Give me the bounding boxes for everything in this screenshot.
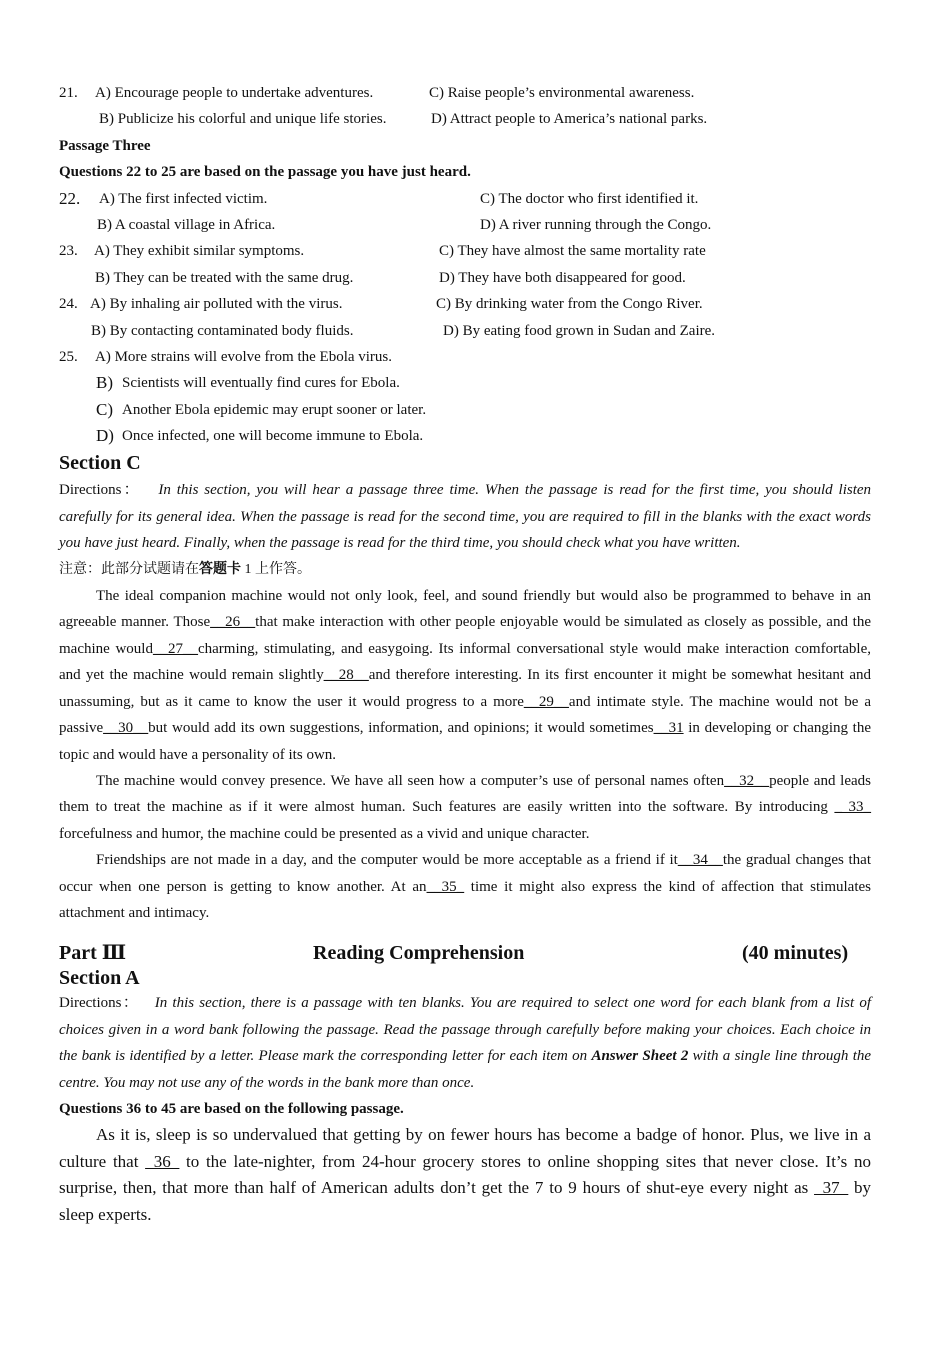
part-three-header xyxy=(59,940,871,966)
text: and intimate style. The machine would not be a passive xyxy=(59,693,871,737)
question-25-row-2 xyxy=(59,370,871,396)
blank-36: _36_ xyxy=(145,1151,180,1171)
text: to the late-nighter, from 24-hour grocery stores to online shopping sites that never close. It’s no surprise, then, that more than half of American adults don’t get the 7 to 9 hours of shut-eye every night as xyxy=(59,1151,872,1198)
question-24-row-1 xyxy=(59,291,871,317)
directions-text: In this section, you will hear a passage three time. When the passage is read for the first time, you should listen carefully for its general idea. When the passage is read for the second time, you are required to fill in the blanks with the exact words you have just heard. Finally, when the passage is read for the third time, you should check what you have written. xyxy=(59,482,872,552)
question-number: 23. xyxy=(59,243,78,260)
passage-three-intro: Questions 22 to 25 are based on the passage you have just heard. xyxy=(59,164,471,181)
text: The ideal companion machine would not only look, feel, and sound friendly but would also be programmed to behave in an agreeable manner. Those xyxy=(59,588,871,631)
section-c-paragraph-2 xyxy=(59,768,871,847)
exam-page xyxy=(59,80,871,1228)
section-c-title: Section C xyxy=(59,452,141,475)
question-25-row-3 xyxy=(59,397,871,423)
text: the gradual changes that occur when one person is getting to know another. At an xyxy=(59,852,872,895)
section-a-title: Section A xyxy=(59,967,140,990)
option-d: D) By eating food grown in Sudan and Zaire. xyxy=(443,322,716,339)
question-25-row-4 xyxy=(59,423,871,449)
blank-37: _37_ xyxy=(814,1178,849,1198)
blank-34: __34__ xyxy=(677,852,723,869)
text: The machine would convey presence. We have all seen how a computer’s use of personal names often xyxy=(96,772,725,789)
section-c-paragraph-3 xyxy=(59,847,871,926)
directions-label: Directions： xyxy=(59,995,140,1012)
question-number: 24. xyxy=(59,296,78,313)
option-d: D) A river running through the Congo. xyxy=(480,216,712,233)
blank-26: __26__ xyxy=(210,614,256,631)
section-a-paragraph-1 xyxy=(59,1122,871,1228)
question-22-row-1 xyxy=(59,186,871,212)
answer-sheet-label: Answer Sheet 2 xyxy=(591,1048,689,1065)
question-number: 21. xyxy=(59,85,78,101)
text: that make interaction with other people enjoyable would be simulated as closely as possible, and the machine would xyxy=(59,614,871,657)
option-b: B) By contacting contaminated body fluids. xyxy=(91,322,354,339)
option-c: Another Ebola epidemic may erupt sooner or later. xyxy=(122,401,427,418)
blank-30: __30__ xyxy=(103,720,149,737)
option-letter: B) xyxy=(96,373,113,393)
blank-31: __31 xyxy=(653,720,684,737)
blank-27: __27__ xyxy=(152,640,198,657)
option-a: A) Encourage people to undertake adventures. xyxy=(95,85,374,101)
note-text: 1 上作答。 xyxy=(241,561,311,577)
text: Friendships are not made in a day, and the computer would be more acceptable as a friend if it xyxy=(96,852,678,869)
option-c: C) The doctor who first identified it. xyxy=(480,190,699,207)
text: in developing or changing the topic and would have a personality of its own. xyxy=(59,720,872,763)
text: time it might also express the kind of affection that stimulates attachment and intimacy. xyxy=(59,878,871,921)
option-b: Scientists will eventually find cures for Ebola. xyxy=(122,375,400,392)
question-23-row-2 xyxy=(59,265,871,291)
blank-32: __32__ xyxy=(724,772,770,789)
note-bold: 答题卡 xyxy=(199,561,241,577)
blank-28: __28__ xyxy=(323,667,369,684)
text: forcefulness and humor, the machine could be presented as a vivid and unique character. xyxy=(59,825,590,842)
option-c: C) They have almost the same mortality rate xyxy=(439,243,706,260)
section-a-directions xyxy=(59,990,871,1096)
section-c-paragraph-1 xyxy=(59,583,871,768)
option-b: B) A coastal village in Africa. xyxy=(97,216,276,233)
question-number: 22. xyxy=(59,188,81,208)
part-title: Reading Comprehension xyxy=(313,942,525,965)
directions-label: Directions： xyxy=(59,482,141,499)
question-number: 25. xyxy=(59,348,78,365)
question-21-row-2 xyxy=(59,106,871,132)
blank-35: __35_ xyxy=(426,878,465,895)
option-letter: C) xyxy=(96,399,113,419)
option-a: A) More strains will evolve from the Ebola virus. xyxy=(95,348,393,365)
option-a: A) They exhibit similar symptoms. xyxy=(94,243,305,260)
note-text: 注意：此部分试题请在 xyxy=(59,561,199,577)
option-b: B) Publicize his colorful and unique life stories. xyxy=(99,111,387,128)
option-c: C) Raise people’s environmental awareness. xyxy=(429,85,695,101)
question-24-row-2 xyxy=(59,318,871,344)
question-23-row-1 xyxy=(59,238,871,264)
section-c-note xyxy=(59,557,871,583)
question-25-row-1 xyxy=(59,344,871,370)
text: and therefore interesting. In its first encounter it might be somewhat hesitant and unassuming, but as it came to know the user it would progress to a more xyxy=(59,667,871,710)
option-letter: D) xyxy=(96,426,114,446)
question-21-row-1 xyxy=(59,80,871,106)
part-time: (40 minutes) xyxy=(742,942,849,965)
option-d: D) They have both disappeared for good. xyxy=(439,269,686,286)
text: people and leads them to treat the machine as if it were almost human. Such features are easily written into the software. By introducing xyxy=(59,772,871,816)
directions-text: In this section, there is a passage with ten blanks. You are required to select one word for each blank from a list of choices given in a word bank following the passage. Read the passage through carefully before making your choices. Each choice in the bank is identified by a letter. Please mark the corresponding letter for each item on xyxy=(59,995,872,1065)
text: but would add its own suggestions, information, and opinions; it would sometimes xyxy=(148,720,654,737)
question-22-row-2 xyxy=(59,212,871,238)
option-d: D) Attract people to America’s national parks. xyxy=(431,111,708,128)
blank-29: __29__ xyxy=(523,693,569,710)
option-a: A) The first infected victim. xyxy=(99,190,268,207)
option-d: Once infected, one will become immune to Ebola. xyxy=(122,428,424,445)
option-a: A) By inhaling air polluted with the virus. xyxy=(90,296,343,313)
passage-three-title: Passage Three xyxy=(59,137,151,154)
section-a-intro: Questions 36 to 45 are based on the following passage. xyxy=(59,1100,404,1117)
text: As it is, sleep is so undervalued that getting by on fewer hours has become a badge of honor. Plus, we live in a culture that xyxy=(59,1125,871,1171)
blank-33: _ 33_ xyxy=(834,799,872,816)
text: by sleep experts. xyxy=(59,1178,872,1224)
directions-text: with a single line through the centre. You may not use any of the words in the bank more than once. xyxy=(59,1048,872,1091)
part-label: Part Ⅲ xyxy=(59,942,127,965)
text: charming, stimulating, and easygoing. Its informal conversational style would make interaction comfortable, and yet the machine would remain slightly xyxy=(59,640,871,684)
option-b: B) They can be treated with the same drug. xyxy=(95,269,354,286)
section-c-directions xyxy=(59,477,871,556)
option-c: C) By drinking water from the Congo River. xyxy=(436,296,703,313)
